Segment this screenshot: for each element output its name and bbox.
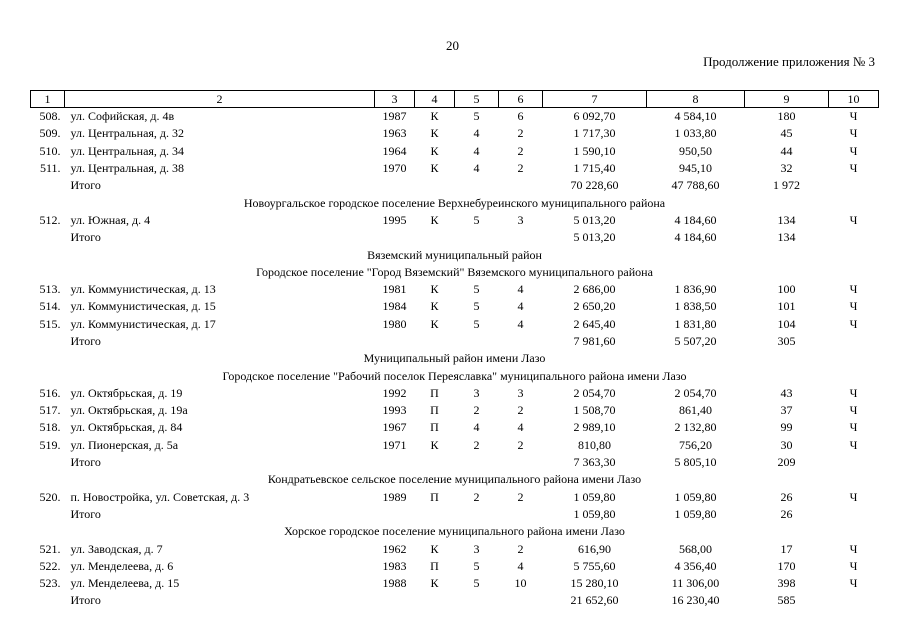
row-col10: Ч xyxy=(849,161,858,176)
total-spacer xyxy=(829,333,879,350)
row-floors: 5 xyxy=(473,576,480,591)
section-heading: Новоургальское городское поселение Верхнебуреинского муниципального района xyxy=(243,195,666,210)
row-col7: 2 686,00 xyxy=(573,282,616,297)
row-floors: 4 xyxy=(473,126,480,141)
row-address: ул. Коммунистическая, д. 17 xyxy=(70,316,216,331)
row-floors: 4 xyxy=(473,420,480,435)
row-col8: 2 054,70 xyxy=(674,385,717,400)
section-heading: Городское поселение "Город Вяземский" Вяземского муниципального района xyxy=(256,264,653,279)
row-number: 513. xyxy=(39,282,61,297)
row-col9: 30 xyxy=(780,437,793,452)
row-number: 516. xyxy=(39,385,61,400)
table-row xyxy=(31,437,879,454)
row-col10: Ч xyxy=(849,316,858,331)
section-heading-row xyxy=(31,264,879,281)
table-row xyxy=(31,160,879,177)
row-col10: Ч xyxy=(849,299,858,314)
row-col8: 4 584,10 xyxy=(674,109,717,124)
row-col8: 756,20 xyxy=(679,437,712,452)
row-col10: Ч xyxy=(849,558,858,573)
row-material: К xyxy=(430,437,439,452)
table-row xyxy=(31,575,879,592)
total-spacer xyxy=(375,333,415,350)
row-col8: 1 836,90 xyxy=(674,282,717,297)
row-col10: Ч xyxy=(849,437,858,452)
row-floors: 3 xyxy=(473,541,480,556)
row-number: 522. xyxy=(39,558,61,573)
row-year: 1967 xyxy=(382,420,407,435)
row-number: 509. xyxy=(39,126,61,141)
row-material: П xyxy=(430,385,439,400)
section-heading-row xyxy=(31,350,879,367)
row-floors: 4 xyxy=(473,161,480,176)
row-number: 510. xyxy=(39,143,61,158)
row-address: ул. Центральная, д. 32 xyxy=(70,126,185,141)
row-number: 517. xyxy=(39,403,61,418)
row-material: К xyxy=(430,299,439,314)
table-header-row xyxy=(31,91,879,108)
total-spacer xyxy=(31,229,65,246)
row-col10: Ч xyxy=(849,420,858,435)
row-year: 1989 xyxy=(382,489,407,504)
total-row xyxy=(31,506,879,523)
row-col7: 810,80 xyxy=(578,437,611,452)
total-spacer xyxy=(375,454,415,471)
section-heading-row xyxy=(31,246,879,263)
row-material: К xyxy=(430,282,439,297)
row-col10: Ч xyxy=(849,126,858,141)
total-label: Итого xyxy=(70,334,101,348)
total-spacer xyxy=(499,592,543,609)
row-col10: Ч xyxy=(849,282,858,297)
total-spacer xyxy=(415,333,455,350)
total-spacer xyxy=(375,229,415,246)
row-floors: 5 xyxy=(473,316,480,331)
row-col10: Ч xyxy=(849,541,858,556)
row-col8: 1 059,80 xyxy=(674,489,717,504)
row-address: ул. Менделеева, д. 15 xyxy=(70,576,180,591)
row-col9: 398 xyxy=(777,576,796,591)
total-spacer xyxy=(499,229,543,246)
row-entrances: 3 xyxy=(517,385,524,400)
page-number: 20 xyxy=(446,38,459,53)
table-row xyxy=(31,558,879,575)
row-number: 521. xyxy=(39,541,61,556)
row-col9: 44 xyxy=(780,143,793,158)
row-number: 508. xyxy=(39,109,61,124)
row-col9: 99 xyxy=(780,420,793,435)
total-spacer xyxy=(375,506,415,523)
total-spacer xyxy=(455,229,499,246)
row-col10: Ч xyxy=(849,109,858,124)
row-address: ул. Менделеева, д. 6 xyxy=(70,558,174,573)
row-col9: 170 xyxy=(777,558,796,573)
total-spacer xyxy=(415,592,455,609)
row-entrances: 2 xyxy=(517,489,524,504)
row-material: К xyxy=(430,143,439,158)
row-floors: 5 xyxy=(473,282,480,297)
row-col9: 32 xyxy=(780,161,793,176)
total-label: Итого xyxy=(70,455,101,470)
table-row xyxy=(31,540,879,557)
row-floors: 3 xyxy=(473,385,480,400)
header-cell: 5 xyxy=(455,91,499,108)
row-col7: 2 645,40 xyxy=(573,316,616,331)
section-heading: Вяземский муниципальный район xyxy=(367,247,542,262)
total-row xyxy=(31,229,879,246)
section-heading-row xyxy=(31,367,879,384)
row-col7: 616,90 xyxy=(578,541,611,556)
row-material: К xyxy=(430,126,439,141)
row-col8: 568,00 xyxy=(679,541,712,556)
row-col8: 1 033,80 xyxy=(674,126,717,141)
row-number: 515. xyxy=(39,316,61,331)
row-col8: 2 132,80 xyxy=(674,420,717,435)
total-col9: 1 972 xyxy=(773,178,800,193)
total-col9: 305 xyxy=(777,334,796,348)
total-spacer xyxy=(415,506,455,523)
row-address: ул. Центральная, д. 34 xyxy=(70,143,185,158)
housing-table xyxy=(30,90,879,610)
row-col9: 180 xyxy=(777,109,796,124)
row-year: 1984 xyxy=(382,299,407,314)
table-row xyxy=(31,402,879,419)
row-address: ул. Центральная, д. 38 xyxy=(70,161,185,176)
total-spacer xyxy=(499,177,543,194)
row-address: ул. Коммунистическая, д. 13 xyxy=(70,282,216,297)
row-floors: 5 xyxy=(473,558,480,573)
row-material: К xyxy=(430,541,439,556)
row-address: ул. Софийская, д. 4в xyxy=(70,109,175,124)
header-cell: 10 xyxy=(829,91,879,108)
total-spacer xyxy=(31,506,65,523)
row-floors: 4 xyxy=(473,143,480,158)
table-row xyxy=(31,385,879,402)
row-floors: 5 xyxy=(473,212,480,227)
row-entrances: 4 xyxy=(517,299,524,314)
total-col8: 47 788,60 xyxy=(671,178,720,193)
row-year: 1970 xyxy=(382,161,407,176)
row-col9: 43 xyxy=(780,385,793,400)
row-floors: 2 xyxy=(473,403,480,418)
row-entrances: 2 xyxy=(517,541,524,556)
row-entrances: 10 xyxy=(514,576,527,591)
total-spacer xyxy=(415,454,455,471)
total-col7: 7 981,60 xyxy=(573,334,616,348)
total-spacer xyxy=(829,506,879,523)
row-entrances: 2 xyxy=(517,403,524,418)
row-number: 518. xyxy=(39,420,61,435)
row-col8: 945,10 xyxy=(679,161,712,176)
total-col9: 209 xyxy=(777,455,796,470)
row-address: ул. Пионерская, д. 5а xyxy=(70,437,179,452)
row-year: 1987 xyxy=(382,109,407,124)
total-spacer xyxy=(499,454,543,471)
total-spacer xyxy=(829,592,879,609)
row-year: 1988 xyxy=(382,576,407,591)
row-col10: Ч xyxy=(849,385,858,400)
row-material: К xyxy=(430,576,439,591)
row-number: 520. xyxy=(39,489,61,504)
row-year: 1992 xyxy=(382,385,407,400)
total-col8: 5 805,10 xyxy=(674,455,717,470)
row-col9: 37 xyxy=(780,403,793,418)
row-col9: 134 xyxy=(777,212,796,227)
total-spacer xyxy=(31,454,65,471)
row-col7: 5 755,60 xyxy=(573,558,616,573)
row-entrances: 2 xyxy=(517,161,524,176)
row-entrances: 3 xyxy=(517,212,524,227)
total-spacer xyxy=(31,333,65,350)
row-year: 1962 xyxy=(382,541,407,556)
total-label: Итого xyxy=(70,230,101,245)
row-year: 1980 xyxy=(382,316,407,331)
row-material: П xyxy=(430,489,439,504)
row-address: п. Новостройка, ул. Советская, д. 3 xyxy=(70,489,250,504)
row-address: ул. Южная, д. 4 xyxy=(70,212,151,227)
table-row xyxy=(31,281,879,298)
row-number: 512. xyxy=(39,212,61,227)
row-col10: Ч xyxy=(849,212,858,227)
total-spacer xyxy=(415,177,455,194)
row-entrances: 4 xyxy=(517,282,524,297)
row-col7: 2 054,70 xyxy=(573,385,616,400)
row-entrances: 6 xyxy=(517,109,524,124)
row-material: К xyxy=(430,212,439,227)
table-row xyxy=(31,212,879,229)
row-entrances: 4 xyxy=(517,558,524,573)
total-spacer xyxy=(31,592,65,609)
row-material: К xyxy=(430,109,439,124)
row-col7: 5 013,20 xyxy=(573,212,616,227)
row-col8: 1 831,80 xyxy=(674,316,717,331)
total-row xyxy=(31,177,879,194)
total-spacer xyxy=(829,454,879,471)
total-spacer xyxy=(455,592,499,609)
total-spacer xyxy=(455,333,499,350)
row-col8: 4 184,60 xyxy=(674,212,717,227)
row-col10: Ч xyxy=(849,143,858,158)
row-number: 514. xyxy=(39,299,61,314)
row-address: ул. Коммунистическая, д. 15 xyxy=(70,299,216,314)
total-spacer xyxy=(375,592,415,609)
row-material: П xyxy=(430,558,439,573)
section-heading-row xyxy=(31,194,879,211)
total-label: Итого xyxy=(70,593,101,608)
table-row xyxy=(31,143,879,160)
total-row xyxy=(31,333,879,350)
row-entrances: 2 xyxy=(517,126,524,141)
header-cell: 9 xyxy=(745,91,829,108)
section-heading-row xyxy=(31,523,879,540)
row-col9: 26 xyxy=(780,489,793,504)
total-col7: 5 013,20 xyxy=(573,230,616,245)
total-spacer xyxy=(455,506,499,523)
row-floors: 2 xyxy=(473,437,480,452)
row-col9: 104 xyxy=(777,316,796,331)
total-spacer xyxy=(455,454,499,471)
total-col8: 4 184,60 xyxy=(674,230,717,245)
row-col10: Ч xyxy=(849,576,858,591)
row-col9: 101 xyxy=(777,299,796,314)
row-col9: 100 xyxy=(777,282,796,297)
table-row xyxy=(31,298,879,315)
row-col9: 45 xyxy=(780,126,793,141)
section-heading: Хорское городское поселение муниципального района имени Лазо xyxy=(284,524,625,539)
total-col7: 21 652,60 xyxy=(570,593,619,608)
row-floors: 5 xyxy=(473,299,480,314)
row-col8: 950,50 xyxy=(679,143,712,158)
row-col7: 1 717,30 xyxy=(573,126,616,141)
row-material: П xyxy=(430,403,439,418)
row-col8: 11 306,00 xyxy=(671,576,720,591)
total-col9: 585 xyxy=(777,593,796,608)
header-cell: 7 xyxy=(543,91,647,108)
total-row xyxy=(31,592,879,609)
row-year: 1964 xyxy=(382,143,407,158)
row-number: 511. xyxy=(39,161,61,176)
header-cell: 8 xyxy=(647,91,745,108)
row-number: 519. xyxy=(39,437,61,452)
row-col7: 6 092,70 xyxy=(573,109,616,124)
total-spacer xyxy=(829,177,879,194)
header-cell: 3 xyxy=(375,91,415,108)
header-cell: 2 xyxy=(65,91,375,108)
total-spacer xyxy=(375,177,415,194)
table-row xyxy=(31,125,879,142)
header-cell: 4 xyxy=(415,91,455,108)
row-col7: 15 280,10 xyxy=(570,576,619,591)
row-col10: Ч xyxy=(849,489,858,504)
row-address: ул. Заводская, д. 7 xyxy=(70,541,163,556)
row-col8: 1 838,50 xyxy=(674,299,717,314)
row-col10: Ч xyxy=(849,403,858,418)
row-year: 1995 xyxy=(382,212,407,227)
row-address: ул. Октябрьская, д. 84 xyxy=(70,420,183,435)
header-cell: 6 xyxy=(499,91,543,108)
row-col7: 1 715,40 xyxy=(573,161,616,176)
row-entrances: 4 xyxy=(517,420,524,435)
total-col8: 16 230,40 xyxy=(671,593,720,608)
table-row xyxy=(31,316,879,333)
section-heading-row xyxy=(31,471,879,488)
row-material: К xyxy=(430,316,439,331)
total-spacer xyxy=(415,229,455,246)
row-col7: 1 059,80 xyxy=(573,489,616,504)
header-cell: 1 xyxy=(31,91,65,108)
section-heading: Муниципальный район имени Лазо xyxy=(363,351,546,366)
table-row xyxy=(31,419,879,436)
row-col7: 1 590,10 xyxy=(573,143,616,158)
row-material: К xyxy=(430,161,439,176)
row-floors: 2 xyxy=(473,489,480,504)
section-heading: Кондратьевское сельское поселение муниципального района имени Лазо xyxy=(267,472,642,487)
row-col8: 861,40 xyxy=(679,403,712,418)
row-year: 1971 xyxy=(382,437,407,452)
total-col9: 134 xyxy=(777,230,796,245)
total-label: Итого xyxy=(70,506,101,521)
row-entrances: 4 xyxy=(517,316,524,331)
total-row xyxy=(31,454,879,471)
total-spacer xyxy=(499,333,543,350)
row-col7: 2 650,20 xyxy=(573,299,616,314)
row-material: П xyxy=(430,420,439,435)
total-spacer xyxy=(31,177,65,194)
total-spacer xyxy=(499,506,543,523)
total-spacer xyxy=(455,177,499,194)
total-col9: 26 xyxy=(780,506,793,521)
total-col7: 1 059,80 xyxy=(573,506,616,521)
row-entrances: 2 xyxy=(517,143,524,158)
total-col8: 1 059,80 xyxy=(674,506,717,521)
total-spacer xyxy=(829,229,879,246)
total-col8: 5 507,20 xyxy=(674,334,717,348)
row-year: 1963 xyxy=(382,126,407,141)
row-entrances: 2 xyxy=(517,437,524,452)
row-year: 1981 xyxy=(382,282,407,297)
row-number: 523. xyxy=(39,576,61,591)
row-year: 1983 xyxy=(382,558,407,573)
continuation-label: Продолжение приложения № 3 xyxy=(703,54,875,69)
row-col7: 2 989,10 xyxy=(573,420,616,435)
row-floors: 5 xyxy=(473,109,480,124)
row-col7: 1 508,70 xyxy=(573,403,616,418)
row-address: ул. Октябрьская, д. 19а xyxy=(70,403,188,418)
row-year: 1993 xyxy=(382,403,407,418)
row-col9: 17 xyxy=(780,541,793,556)
total-col7: 7 363,30 xyxy=(573,455,616,470)
row-col8: 4 356,40 xyxy=(674,558,717,573)
total-col7: 70 228,60 xyxy=(570,178,619,193)
total-label: Итого xyxy=(70,178,101,193)
row-address: ул. Октябрьская, д. 19 xyxy=(70,385,183,400)
section-heading: Городское поселение "Рабочий поселок Переяславка" муниципального района имени Лазо xyxy=(222,368,687,383)
table-row xyxy=(31,489,879,506)
table-row xyxy=(31,108,879,126)
